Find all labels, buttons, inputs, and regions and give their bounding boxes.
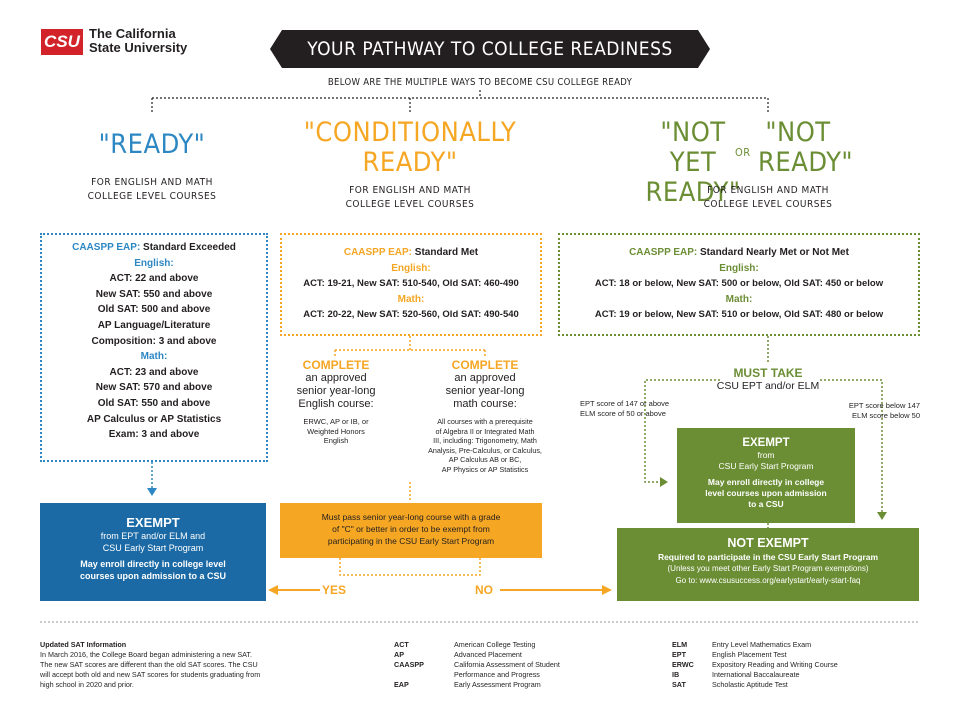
ready-criteria-box bbox=[40, 233, 268, 462]
ready-exempt-panel bbox=[40, 503, 266, 601]
complete-math-detail: III, including: Trigonometry, Math bbox=[433, 436, 537, 445]
page-subtitle: BELOW ARE THE MULTIPLE WAYS TO BECOME CSU COLLEGE READY bbox=[327, 77, 633, 88]
complete-math-detail: of Algebra II or Integrated Math bbox=[435, 426, 535, 436]
pass-score-line: EPT score of 147 or above bbox=[580, 399, 670, 408]
ready-math-line: Exam: 3 and above bbox=[108, 429, 200, 441]
conditional-title-line: READY" bbox=[362, 147, 458, 178]
abbr-row bbox=[672, 640, 922, 650]
abbr-def: Entry Level Mathematics Exam bbox=[712, 640, 812, 649]
ready-english-label: English: bbox=[134, 257, 174, 269]
ready-exempt-line: CSU Early Start Program bbox=[102, 543, 204, 553]
ready-exempt-line: from EPT and/or ELM and bbox=[100, 531, 206, 541]
abbr-def: International Baccalaureate bbox=[712, 670, 800, 679]
complete-english-line: English course: bbox=[298, 398, 374, 410]
conditional-sub-1: FOR ENGLISH AND MATH bbox=[349, 185, 471, 196]
complete-english bbox=[280, 358, 392, 446]
sat-info-title: Updated SAT Information bbox=[40, 640, 127, 649]
notready-math-label: Math: bbox=[725, 293, 753, 305]
must-take-heading: MUST TAKE bbox=[733, 366, 803, 380]
ready-subtitle bbox=[52, 176, 252, 204]
not-exempt-panel bbox=[617, 528, 919, 601]
not-ready-title bbox=[758, 117, 854, 178]
ready-exempt-title: EXEMPT bbox=[126, 515, 180, 530]
abbr-def: American College Testing bbox=[454, 640, 536, 649]
abbr-term: CAASPP bbox=[394, 660, 424, 669]
ready-eap-label: CAASPP EAP: bbox=[72, 242, 141, 253]
conditional-subtitle bbox=[310, 184, 510, 212]
not-yet-ready-line: READY" bbox=[645, 177, 741, 208]
must-pass-line: participating in the CSU Early Start Program bbox=[327, 536, 495, 546]
sat-info bbox=[40, 640, 360, 690]
must-pass-line: of "C" or better in order to be exempt from bbox=[332, 524, 490, 534]
ready-english-line: Composition: 3 and above bbox=[91, 335, 217, 347]
conditional-criteria-box bbox=[280, 233, 542, 336]
ready-math-line: New SAT: 570 and above bbox=[95, 382, 213, 394]
pass-scores bbox=[580, 399, 680, 419]
abbr-def: California Assessment of Student bbox=[454, 660, 560, 669]
abbr-row bbox=[394, 650, 634, 660]
complete-math-detail: All courses with a prerequisite bbox=[437, 417, 533, 426]
complete-math-line: math course: bbox=[453, 398, 517, 410]
not-ready-line: "NOT bbox=[765, 117, 831, 148]
complete-english-detail: Weighted Honors bbox=[307, 426, 365, 436]
abbr-def: Expository Reading and Writing Course bbox=[712, 660, 838, 669]
ready-math-label: Math: bbox=[140, 351, 168, 363]
notready-eap bbox=[560, 245, 918, 261]
pass-score-line: ELM score of 50 or above bbox=[580, 409, 666, 418]
complete-english-detail: English bbox=[323, 436, 349, 445]
csu-logo-text bbox=[89, 27, 187, 55]
ready-english-line: ACT: 22 and above bbox=[109, 273, 199, 285]
must-take bbox=[690, 366, 846, 393]
ready-eap-value: Standard Exceeded bbox=[140, 242, 236, 253]
not-exempt-bold: Required to participate in the CSU Early Start Program bbox=[657, 552, 879, 562]
conditional-sub-2: COLLEGE LEVEL COURSES bbox=[345, 199, 475, 210]
logo-line-2: State University bbox=[89, 40, 188, 55]
not-exempt-link[interactable]: Go to: www.csusuccess.org/earlystart/early-start-faq bbox=[675, 576, 861, 585]
abbr-term: AP bbox=[394, 650, 404, 659]
not-ready-line: READY" bbox=[758, 147, 854, 178]
conditional-eap bbox=[282, 245, 540, 261]
abbr-term: ACT bbox=[394, 640, 409, 649]
ready-english-line: AP Language/Literature bbox=[97, 319, 211, 331]
complete-math bbox=[413, 358, 557, 474]
notready-exempt-panel bbox=[677, 428, 855, 523]
sat-info-line: will accept both old and new SAT scores for students graduating from bbox=[40, 670, 261, 679]
sat-info-line: high school in 2020 and prior. bbox=[40, 680, 134, 689]
ready-english-line: New SAT: 550 and above bbox=[95, 288, 213, 300]
not-yet-ready-line: "NOT YET bbox=[660, 117, 726, 178]
conditional-math-line: ACT: 20-22, New SAT: 520-560, Old SAT: 490-540 bbox=[303, 309, 519, 321]
notready-exempt-bold: May enroll directly in college bbox=[707, 477, 825, 487]
abbr-row bbox=[672, 660, 922, 670]
or-label: OR bbox=[735, 146, 751, 159]
notready-eap-label: CAASPP EAP: bbox=[629, 247, 698, 258]
abbr-term: IB bbox=[672, 670, 680, 679]
complete-english-line: an approved bbox=[305, 372, 367, 384]
abbr-row bbox=[394, 660, 634, 670]
abbr-def: English Placement Test bbox=[712, 650, 787, 659]
notready-criteria-box bbox=[558, 233, 920, 336]
conditional-title-line: "CONDITIONALLY bbox=[303, 117, 517, 148]
abbr-def: Scholastic Aptitude Test bbox=[712, 680, 788, 689]
notready-exempt-bold: to a CSU bbox=[748, 499, 784, 509]
csu-logo-mark: CSU bbox=[41, 29, 83, 55]
ready-exempt-bold: courses upon admission to a CSU bbox=[79, 571, 227, 581]
complete-math-line: an approved bbox=[454, 372, 516, 384]
must-take-sub: CSU EPT and/or ELM bbox=[716, 380, 820, 392]
complete-math-detail: Analysis, Pre-Calculus, or Calculus, bbox=[428, 445, 542, 455]
abbr-term: SAT bbox=[672, 680, 686, 689]
abbreviations-2 bbox=[672, 640, 922, 690]
notready-subtitle bbox=[668, 184, 868, 212]
abbr-term: ELM bbox=[672, 640, 688, 649]
fail-score-line: ELM score below 50 bbox=[852, 411, 920, 420]
no-label: NO bbox=[475, 583, 493, 597]
abbr-def: Early Assessment Program bbox=[454, 680, 541, 689]
ready-math-line: ACT: 23 and above bbox=[109, 366, 199, 378]
complete-math-heading: COMPLETE bbox=[451, 358, 519, 372]
notready-english-line: ACT: 18 or below, New SAT: 500 or below, Old SAT: 450 or below bbox=[594, 278, 884, 290]
abbr-row bbox=[672, 670, 922, 680]
yes-label: YES bbox=[322, 583, 347, 597]
conditional-eap-value: Standard Met bbox=[412, 247, 479, 258]
abbr-term: ERWC bbox=[672, 660, 694, 669]
not-exempt-line: (Unless you meet other Early Start Program exemptions) bbox=[667, 564, 869, 573]
conditional-eap-label: CAASPP EAP: bbox=[343, 247, 413, 258]
conditional-english-label: English: bbox=[391, 262, 431, 274]
abbr-def: Advanced Placement bbox=[454, 650, 522, 659]
notready-english-label: English: bbox=[719, 262, 759, 274]
ready-math-line: Old SAT: 550 and above bbox=[97, 397, 211, 409]
sat-info-line: The new SAT scores are different than the old SAT scores. The CSU bbox=[40, 660, 258, 669]
conditional-title bbox=[300, 118, 520, 178]
fail-score-line: EPT score below 147 bbox=[848, 401, 920, 410]
complete-english-heading: COMPLETE bbox=[302, 358, 370, 372]
conditional-math-label: Math: bbox=[397, 293, 425, 305]
notready-exempt-title: EXEMPT bbox=[742, 437, 790, 449]
ready-eap bbox=[42, 240, 266, 256]
notready-exempt-line: from bbox=[757, 450, 775, 460]
sat-info-line: In March 2016, the College Board began administering a new SAT. bbox=[40, 650, 253, 659]
abbr-row bbox=[394, 680, 634, 690]
abbr-row bbox=[394, 670, 634, 680]
fail-scores bbox=[818, 401, 920, 421]
complete-math-line: senior year-long bbox=[445, 385, 525, 397]
abbr-row bbox=[672, 680, 922, 690]
ready-math-line: AP Calculus or AP Statistics bbox=[86, 413, 222, 425]
notready-sub-2: COLLEGE LEVEL COURSES bbox=[703, 199, 833, 210]
page-title: YOUR PATHWAY TO COLLEGE READINESS bbox=[307, 38, 673, 60]
abbr-def: Performance and Progress bbox=[454, 670, 540, 679]
logo-line-1: The California bbox=[89, 26, 176, 41]
must-pass-line: Must pass senior year-long course with a grade bbox=[321, 512, 501, 522]
not-exempt-title: NOT EXEMPT bbox=[727, 536, 809, 550]
abbr-row bbox=[394, 640, 634, 650]
must-pass-panel bbox=[280, 503, 542, 558]
ready-sub-2: COLLEGE LEVEL COURSES bbox=[87, 191, 217, 202]
complete-math-detail: AP Physics or AP Statistics bbox=[441, 464, 529, 474]
ready-sub-1: FOR ENGLISH AND MATH bbox=[91, 177, 213, 188]
notready-eap-value: Standard Nearly Met or Not Met bbox=[697, 247, 849, 258]
notready-math-line: ACT: 19 or below, New SAT: 510 or below, Old SAT: 480 or below bbox=[594, 309, 884, 321]
complete-english-detail: ERWC, AP or IB, or bbox=[303, 417, 369, 426]
notready-sub-1: FOR ENGLISH AND MATH bbox=[707, 185, 829, 196]
ready-title: "READY" bbox=[98, 129, 206, 160]
abbr-term: EAP bbox=[394, 680, 409, 689]
notready-exempt-line: CSU Early Start Program bbox=[718, 461, 814, 471]
abbr-term: EPT bbox=[672, 650, 686, 659]
ready-english-line: Old SAT: 500 and above bbox=[97, 304, 211, 316]
notready-exempt-bold: level courses upon admission bbox=[705, 488, 827, 498]
ready-exempt-bold: May enroll directly in college level bbox=[80, 559, 226, 569]
complete-math-detail: AP Calculus AB or BC, bbox=[448, 455, 522, 464]
complete-english-line: senior year-long bbox=[296, 385, 376, 397]
abbreviations-1 bbox=[394, 640, 634, 690]
conditional-english-line: ACT: 19-21, New SAT: 510-540, Old SAT: 460-490 bbox=[303, 278, 519, 290]
abbr-row bbox=[672, 650, 922, 660]
